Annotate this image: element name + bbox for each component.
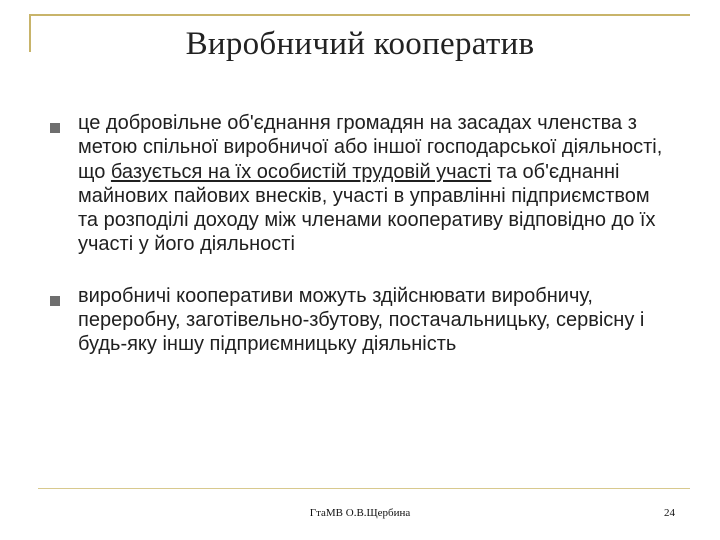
bullet-text-definition	[78, 111, 670, 257]
bullet-text-part: та об'єднанні майнових пайових внесків, участі в управлінні підприємством та розподілі доходу між членами кооперативу відповідно до їх участі у його діяльності	[78, 160, 656, 256]
slide-title: Виробничий кооператив	[185, 26, 535, 62]
bullet-list	[50, 111, 670, 357]
frame-horizontal-rule	[29, 14, 690, 16]
square-bullet-icon	[50, 123, 60, 133]
page-number: 24	[664, 507, 675, 519]
bullet-text-activities: виробничі кооперативи можуть здійснювати виробничу, переробну, заготівельно-збутову, постачальницьку, сервісну і будь-яку іншу підприємницьку діяльність	[78, 284, 645, 356]
bullet-text-part: це добровільне об'єднання громадян на засадах членства з метою спільної виробничої або іншої господарської діяльності, що	[78, 112, 663, 183]
footer-author: ГтаМВ О.В.Щербина	[309, 507, 411, 519]
bullet-item-definition	[50, 111, 670, 257]
underlined-phrase: базується на їх особистій трудовій участі	[110, 160, 492, 183]
square-bullet-icon	[50, 296, 60, 306]
footer-rule	[38, 488, 690, 489]
bullet-item-activities	[50, 284, 670, 357]
